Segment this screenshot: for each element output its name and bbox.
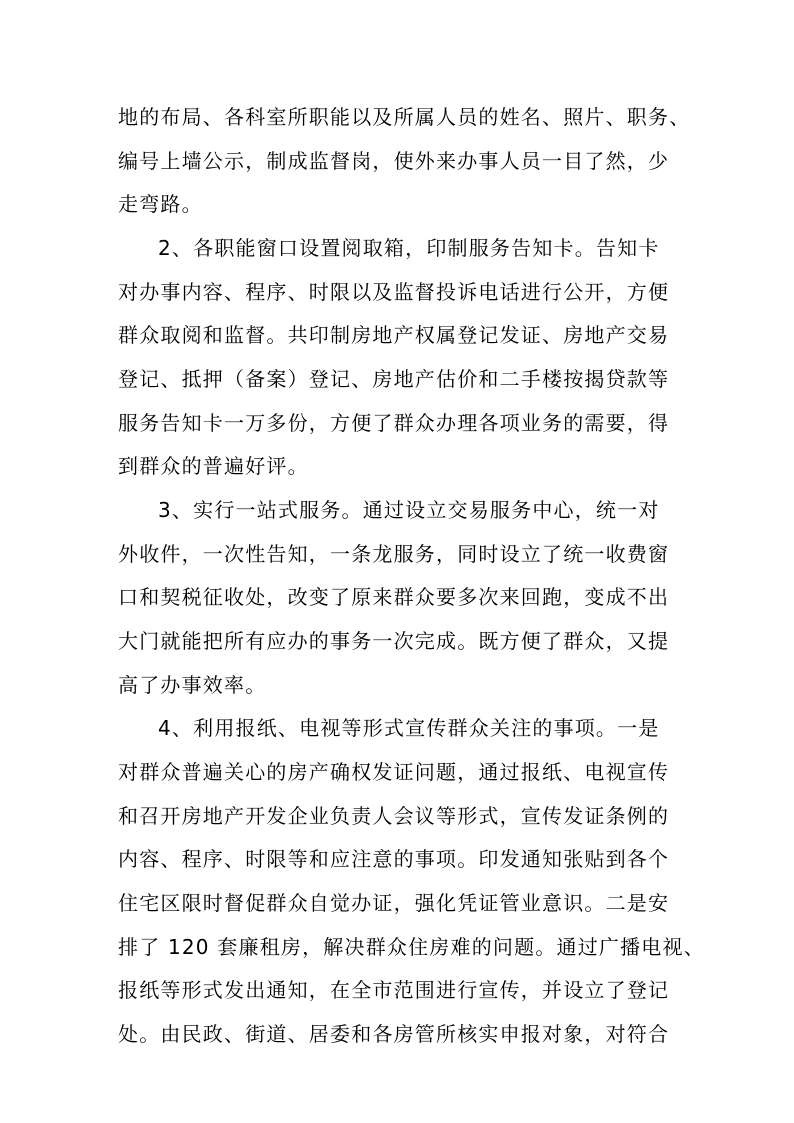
text-line: 处。由民政、街道、居委和各房管所核实申报对象，对符合 <box>118 1022 670 1046</box>
paragraph-start-line: 3、实行一站式服务。通过设立交易服务中心，统一对 <box>158 498 660 522</box>
paragraph-start-line: 4、利用报纸、电视等形式宣传群众关注的事项。一是 <box>158 716 660 740</box>
text-line: 外收件，一次性告知，一条龙服务，同时设立了统一收费窗 <box>118 542 670 566</box>
text-line: 到群众的普遍好评。 <box>118 454 309 478</box>
text-line: 排了 120 套廉租房，解决群众住房难的问题。通过广播电视、 <box>118 935 705 959</box>
text-line: 高了办事效率。 <box>118 673 267 697</box>
paragraph-start-line: 2、各职能窗口设置阅取箱，印制服务告知卡。告知卡 <box>158 236 660 260</box>
text-line: 走弯路。 <box>118 192 203 216</box>
text-line: 登记、抵押（备案）登记、房地产估价和二手楼按揭贷款等 <box>118 367 670 391</box>
text-line: 群众取阅和监督。共印制房地产权属登记发证、房地产交易 <box>118 323 670 347</box>
text-line: 服务告知卡一万多份，方便了群众办理各项业务的需要，得 <box>118 411 670 435</box>
text-line: 地的布局、各科室所职能以及所属人员的姓名、照片、职务、 <box>118 105 691 129</box>
text-line: 住宅区限时督促群众自觉办证，强化凭证管业意识。二是安 <box>118 891 670 915</box>
text-line: 口和契税征收处，改变了原来群众要多次来回跑，变成不出 <box>118 585 670 609</box>
text-line: 报纸等形式发出通知，在全市范围进行宣传，并设立了登记 <box>118 978 670 1002</box>
text-line: 对办事内容、程序、时限以及监督投诉电话进行公开，方便 <box>118 280 670 304</box>
text-line: 编号上墙公示，制成监督岗，使外来办事人员一目了然，少 <box>118 149 670 173</box>
text-line: 大门就能把所有应办的事务一次完成。既方便了群众，又提 <box>118 629 670 653</box>
text-line: 对群众普遍关心的房产确权发证问题，通过报纸、电视宣传 <box>118 760 670 784</box>
text-line: 和召开房地产开发企业负责人会议等形式，宣传发证条例的 <box>118 804 670 828</box>
text-line: 内容、程序、时限等和应注意的事项。印发通知张贴到各个 <box>118 847 670 871</box>
